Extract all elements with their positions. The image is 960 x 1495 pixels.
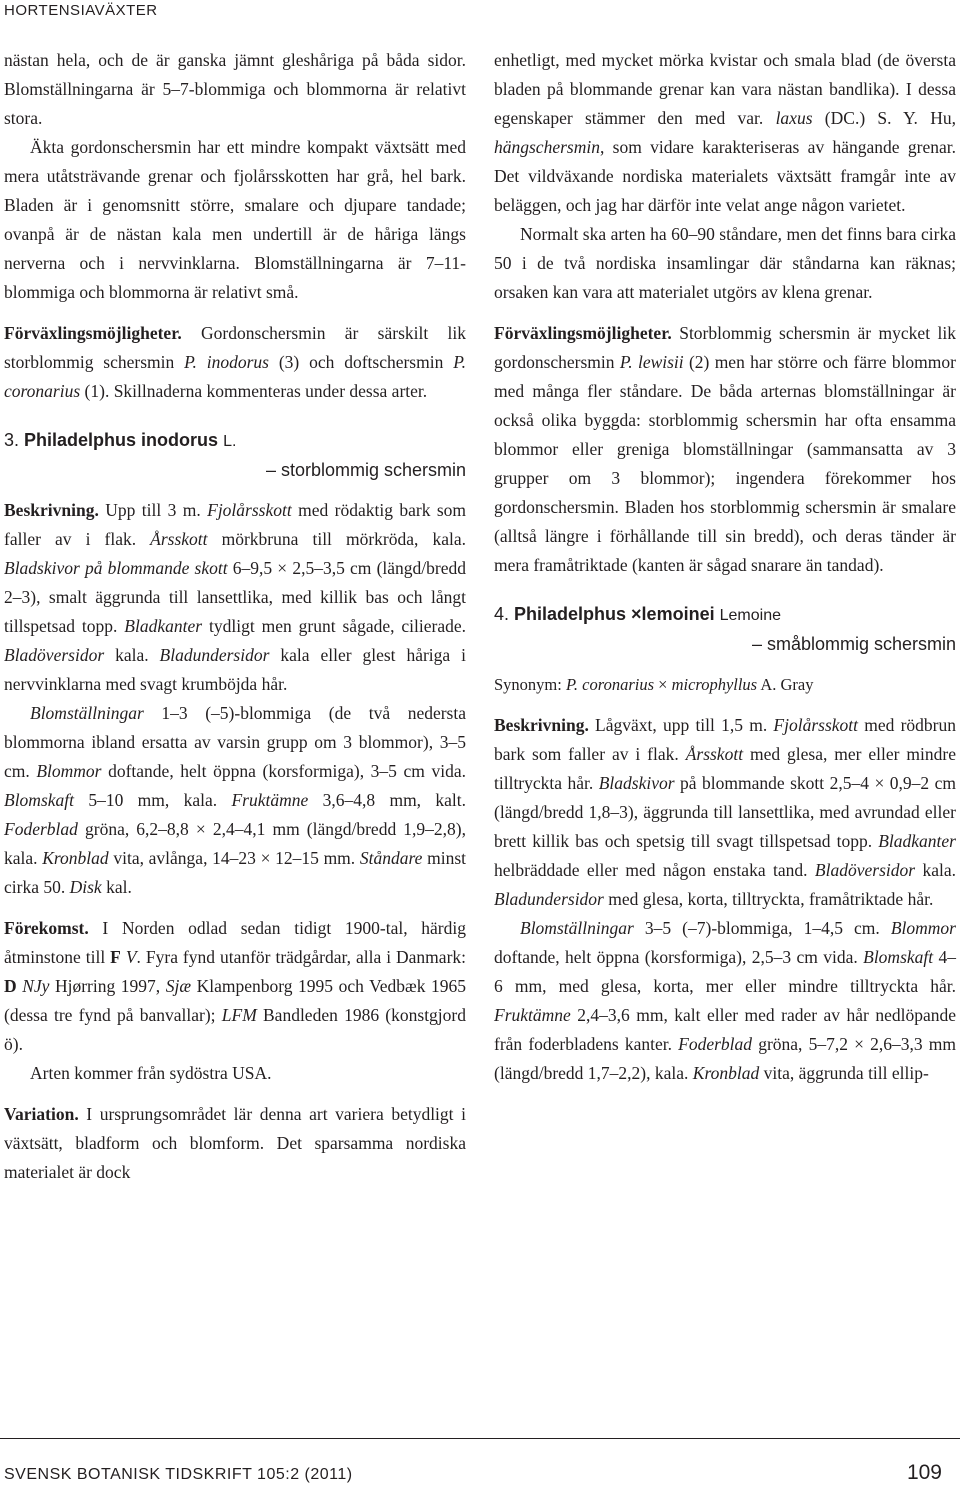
term: Blommor <box>890 918 956 938</box>
paragraph-continuation: nästan hela, och de är ganska jämnt gleshåriga på båda sidor. Blomställningarna är 5–7-blommiga och blommorna är relativt stora. <box>4 50 466 128</box>
running-head: HORTENSIAVÄXTER <box>4 2 158 19</box>
page-number: 109 <box>906 1461 942 1484</box>
term: Bladöversidor <box>814 860 916 880</box>
text-run: 3–5 (–7)-blommiga, 1–4,5 cm. <box>633 918 891 938</box>
species-common-name-4: – småblommig schersmin <box>751 634 956 654</box>
text-run: gröna, 5–7,2 × 2,6–3,3 mm (längd/bredd 1,7–2,2), kala. <box>494 1034 956 1083</box>
text-run: helbräddade eller med någon enstaka tand. <box>494 860 815 880</box>
paragraph-forvaxling-right <box>494 319 956 580</box>
paragraph-gordon-comparison: Äkta gordonschersmin har ett mindre kompakt växtsätt med mera utåtsträvande grenar och fjolårsskotten har grå, hel bark. Bladen är i genomsnitt större, smalare och djupare tandade; ovanpå är de nästan kala men undertill är de håriga längs nerverna och i nervvinklarna. Blomställningarna är 7–11-blommiga och blommorna är relativt små. <box>4 137 466 302</box>
region-code: D <box>4 976 17 996</box>
term: Blomskaft <box>863 947 934 967</box>
term: Bladundersidor <box>159 645 270 665</box>
term: Kronblad <box>692 1063 760 1083</box>
term: Blomskaft <box>4 790 74 810</box>
species-binomial: Philadelphus inodorus <box>24 430 219 450</box>
taxon-name: P. coronarius <box>4 352 466 401</box>
text-run: (DC.) S. Y. Hu, <box>812 108 956 128</box>
text-run: Klampenborg 1995 och Vedbæk 1965 (dessa tre fynd på banvallar); <box>4 976 467 1025</box>
species-common-name-3: – storblommig schersmin <box>265 460 466 480</box>
text-run: 4–6 mm, med glesa, korta, mer eller mindre tilltryckta hår. <box>494 947 957 996</box>
taxon-name: hängschersmin <box>494 137 600 157</box>
species-number: 4. <box>494 604 510 624</box>
section-label: Beskrivning. <box>494 715 589 735</box>
text-run: kala. <box>915 860 956 880</box>
text-run: 5–10 mm, kala. <box>74 790 232 810</box>
text-run: med rödaktig bark som faller av i flak. <box>4 500 467 549</box>
term: Bladkanter <box>878 831 956 851</box>
text-run: Hjørring 1997, <box>49 976 166 996</box>
text-run: Lågväxt, upp till 1,5 m. <box>588 715 774 735</box>
region-code: LFM <box>221 1005 257 1025</box>
term: Kronblad <box>42 848 109 868</box>
taxon-name: microphyllus <box>671 675 758 694</box>
text-run: på blommande skott 2,5–4 × 0,9–2 cm (längd/bredd 1,8–3), äggrunda till lansettlika, med avrundad eller brett killik bas och spetsig till svagt tillspetsad topp. <box>494 773 957 851</box>
text-run: gröna, 6,2–8,8 × 2,4–4,1 mm (längd/bredd 1,9–2,8), kala. <box>4 819 466 868</box>
paragraph-blomstallning-4 <box>494 914 956 1088</box>
taxon-name: P. inodorus <box>184 352 269 372</box>
region-code: F <box>110 947 121 967</box>
paragraph-forvaxling-left <box>4 319 466 406</box>
text-run: . Fyra fynd utanför trädgårdar, alla i Danmark: <box>136 947 467 967</box>
paragraph-beskrivning-4 <box>494 711 956 914</box>
text-run: 6–9,5 × 2,5–3,5 cm (längd/bredd 2–3), smalt äggrunda till lansettlika, med killik bas och långt tillspetsad topp. <box>4 558 466 636</box>
taxon-name: P. coronarius <box>565 675 654 694</box>
text-run: I ursprungsområdet lär denna art variera betydligt i växtsätt, bladform och blomform. Det sparsamma nordiska materialet är dock <box>4 1104 466 1182</box>
paragraph-blomstallning-3 <box>4 699 466 902</box>
text-run: A. Gray <box>757 675 814 694</box>
species-binomial: Philadelphus ×lemoinei <box>514 604 715 624</box>
text-run: kala. <box>104 645 160 665</box>
text-run: kala eller glest håriga i nervvinklarna med svagt krumböjda hår. <box>4 645 466 694</box>
text-run: med rödbrun bark som faller av i flak. <box>494 715 956 764</box>
term: Disk <box>69 877 102 897</box>
paragraph-beskrivning-3 <box>4 496 466 699</box>
species-number: 3. <box>4 430 20 450</box>
text-run: I Norden odlad sedan tidigt 1900-tal, härdig åtminstone till <box>4 918 466 967</box>
term: Bladkanter <box>124 616 203 636</box>
term: Bladundersidor <box>494 889 604 909</box>
section-label: Förväxlingsmöjligheter. <box>4 323 182 343</box>
text-run: (2) men har större och färre blommor med många fler ståndare. De båda arternas blomställningar är också olika byggda: storblommig schersmin har ofta ensamma blommor eller greniga blomställningar (sammansatta av 3 grupper om 3 blommor); ingendera förekommer hos gordonschersmin. Bladen hos storblommig schersmin är smalare (alltså längre i förhållande till sin bredd), och deras tänder är mera framåtriktade (kanten är sågad snarare än tandad). <box>494 352 956 575</box>
text-run: kal. <box>101 877 132 897</box>
text-run: tydligt men grunt sågade, cilierade. <box>202 616 467 636</box>
paragraph-variation-continuation <box>494 46 956 220</box>
text-run: × <box>654 675 672 694</box>
term: Ståndare <box>359 848 423 868</box>
term: Blommor <box>36 761 102 781</box>
text-run: minst cirka 50. <box>4 848 466 897</box>
text-run: doftande, helt öppna (korsformiga), 3–5 cm vida. <box>101 761 466 781</box>
species-author: L. <box>223 433 237 450</box>
paragraph-origin-3: Arten kommer från sydöstra USA. <box>30 1063 272 1083</box>
term: Årsskott <box>150 529 208 549</box>
term: Bladskivor på blommande skott <box>4 558 228 578</box>
text-run: (3) och doftschersmin <box>268 352 454 372</box>
paragraph-forekomst-3 <box>4 914 466 1059</box>
synonym-label: Synonym: <box>494 675 566 694</box>
text-run: vita, avlånga, 14–23 × 12–15 mm. <box>108 848 360 868</box>
term: Årsskott <box>685 744 744 764</box>
text-run: doftande, helt öppna (korsformiga), 2,5–3 cm vida. <box>494 947 864 967</box>
term: Bladöversidor <box>4 645 105 665</box>
text-run: mörkbruna till mörkröda, kala. <box>207 529 466 549</box>
term: Bladskivor <box>598 773 675 793</box>
right-column <box>494 46 956 1088</box>
region-code: Sjæ <box>165 976 192 996</box>
region-code: NJy <box>22 976 50 996</box>
text-run: 3,6–4,8 mm, kalt. <box>308 790 467 810</box>
text-run: , som vidare karakteriseras av hängande grenar. Det vildväxande nordiska materialets växtsätt framgår inte av beläggen, och jag har därför inte velat ange någon varietet. <box>494 137 956 215</box>
paragraph-synonym-4 <box>494 670 956 699</box>
text-run: Upp till 3 m. <box>98 500 208 520</box>
term: Fjolårsskott <box>207 500 292 520</box>
section-label: Förväxlingsmöjligheter. <box>494 323 672 343</box>
region-code: V <box>125 947 137 967</box>
taxon-name: laxus <box>775 108 813 128</box>
term: Blomställningar <box>30 703 144 723</box>
footer-rule <box>0 1438 960 1439</box>
left-column <box>4 46 466 1187</box>
text-run: 2,4–3,6 mm, kalt eller med rader av hår nedlöpande från foderbladens kanter. <box>494 1005 956 1054</box>
term: Foderblad <box>4 819 78 839</box>
text-run: Gordonschersmin är särskilt lik storblommig schersmin <box>4 323 466 372</box>
term: Fjolårsskott <box>773 715 859 735</box>
text-run: 1–3 (–5)-blommiga (de två nedersta blommorna ibland ersatta av varsin grupp om 3 blommor), 3–5 cm. <box>4 703 466 781</box>
footer-journal: SVENSK BOTANISK TIDSKRIFT 105:2 (2011) <box>4 1466 353 1483</box>
paragraph-standare-count: Normalt ska arten ha 60–90 ståndare, men det finns bara cirka 50 i de två nordiska insamlingar där ståndarna kan räknas; orsaken kan vara att materialet utgörs av klena grenar. <box>494 224 956 302</box>
term: Fruktämne <box>231 790 309 810</box>
species-author: Lemoine <box>719 607 781 624</box>
text-run: med glesa, korta, tilltryckta, framåtriktade hår. <box>603 889 934 909</box>
term: Blomställningar <box>520 918 634 938</box>
section-label: Beskrivning. <box>4 500 99 520</box>
species-heading-4 <box>494 600 956 630</box>
text-run: Storblommig schersmin är mycket lik gordonschersmin <box>494 323 956 372</box>
text-run: Bandleden 1986 (konstgjord ö). <box>4 1005 466 1054</box>
text-run: med glesa, mer eller mindre tilltryckta hår. <box>494 744 956 793</box>
section-label: Förekomst. <box>4 918 89 938</box>
species-heading-3 <box>4 426 466 456</box>
section-label: Variation. <box>4 1104 79 1124</box>
term: Foderblad <box>678 1034 753 1054</box>
text-run: (1). Skillnaderna kommenteras under dessa arter. <box>80 381 428 401</box>
text-run: enhetligt, med mycket mörka kvistar och smala blad (de översta bladen på blommande grenar kan vara nästan bandlika). I dessa egenskaper stämmer den med var. <box>494 50 956 128</box>
taxon-name: P. lewisii <box>619 352 684 372</box>
text-run: vita, äggrunda till ellip- <box>759 1063 929 1083</box>
paragraph-variation-3 <box>4 1100 466 1187</box>
term: Fruktämne <box>494 1005 571 1025</box>
